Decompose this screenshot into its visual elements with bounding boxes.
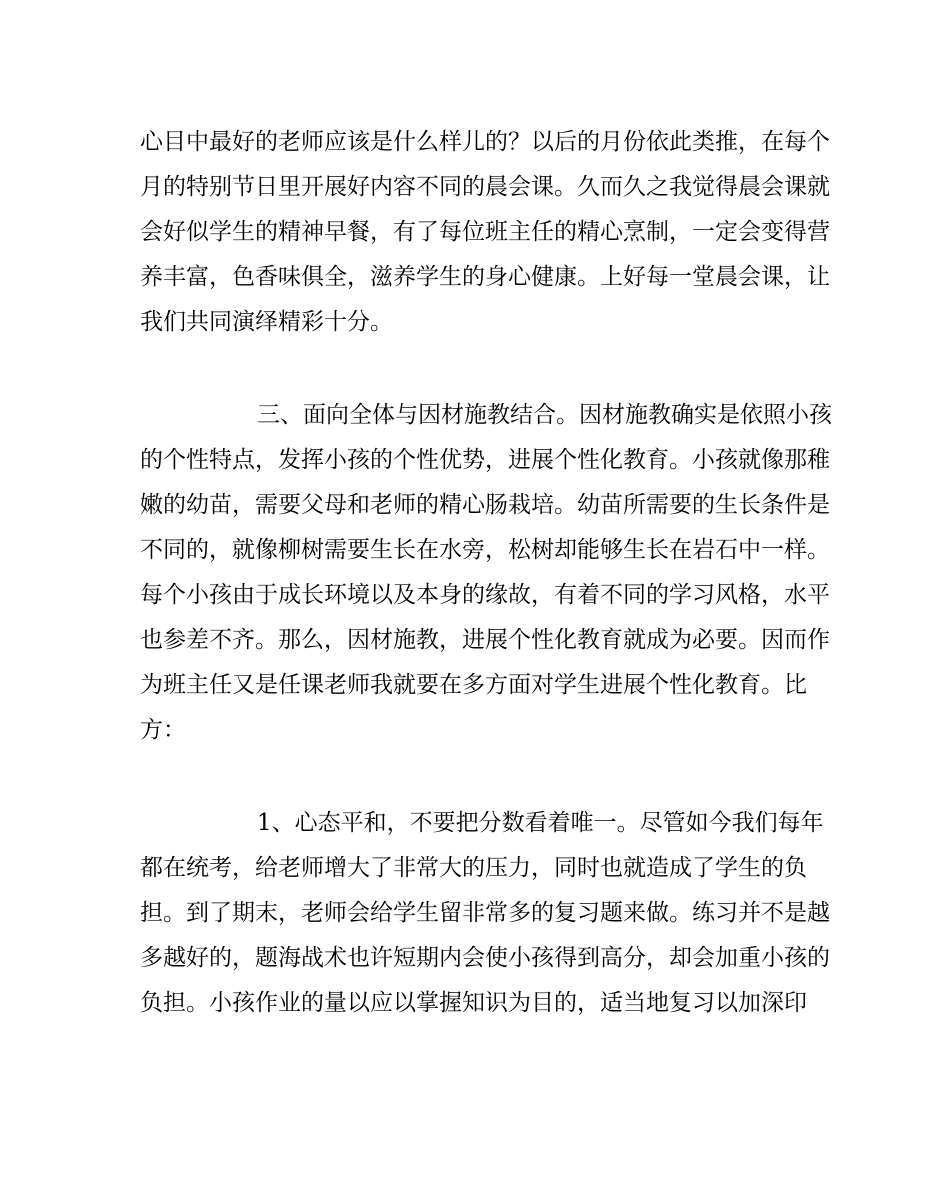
paragraph-line: 担。到了期末，老师会给学生留非常多的复习题来做。练习并不是越 (140, 900, 830, 926)
paragraph-line: 的个性特点，发挥小孩的个性优势，进展个性化教育。小孩就像那稚 (140, 447, 830, 473)
paragraph-line: 都在统考，给老师增大了非常大的压力，同时也就造成了学生的负 (140, 855, 807, 881)
paragraph-line: 不同的，就像柳树需要生长在水旁，松树却能够生长在岩石中一样。 (140, 537, 830, 563)
paragraph-line: 心目中最好的老师应该是什么样儿的？以后的月份依此类推，在每个 (140, 129, 830, 155)
paragraph-1 (140, 120, 830, 345)
paragraph-line: 嫩的幼苗，需要父母和老师的精心肠栽培。幼苗所需要的生长条件是 (140, 492, 830, 518)
paragraph-line: 三、面向全体与因材施教结合。因材施教确实是依照小孩 (257, 402, 832, 428)
paragraph-line: 会好似学生的精神早餐，有了每位班主任的精心烹制，一定会变得营 (140, 219, 830, 245)
paragraph-2 (140, 393, 832, 753)
paragraph-line: 养丰富，色香味俱全，滋养学生的身心健康。上好每一堂晨会课，让 (140, 264, 830, 290)
paragraph-line: 每个小孩由于成长环境以及本身的缘故，有着不同的学习风格，水平 (140, 582, 830, 608)
paragraph-line: 我们共同演绎精彩十分。 (140, 309, 393, 335)
paragraph-line: 多越好的，题海战术也许短期内会使小孩得到高分，却会加重小孩的 (140, 945, 830, 971)
paragraph-line: 月的特别节日里开展好内容不同的晨会课。久而久之我觉得晨会课就 (140, 174, 830, 200)
paragraph-line: 1、心态平和，不要把分数看着唯一。尽管如今我们每年 (257, 810, 824, 836)
paragraph-line: 方： (140, 717, 186, 743)
paragraph-3 (140, 801, 830, 1026)
paragraph-line: 负担。小孩作业的量以应以掌握知识为目的，适当地复习以加深印 (140, 990, 807, 1016)
paragraph-line: 也参差不齐。那么，因材施教，进展个性化教育就成为必要。因而作 (140, 627, 830, 653)
paragraph-line: 为班主任又是任课老师我就要在多方面对学生进展个性化教育。比 (140, 672, 807, 698)
